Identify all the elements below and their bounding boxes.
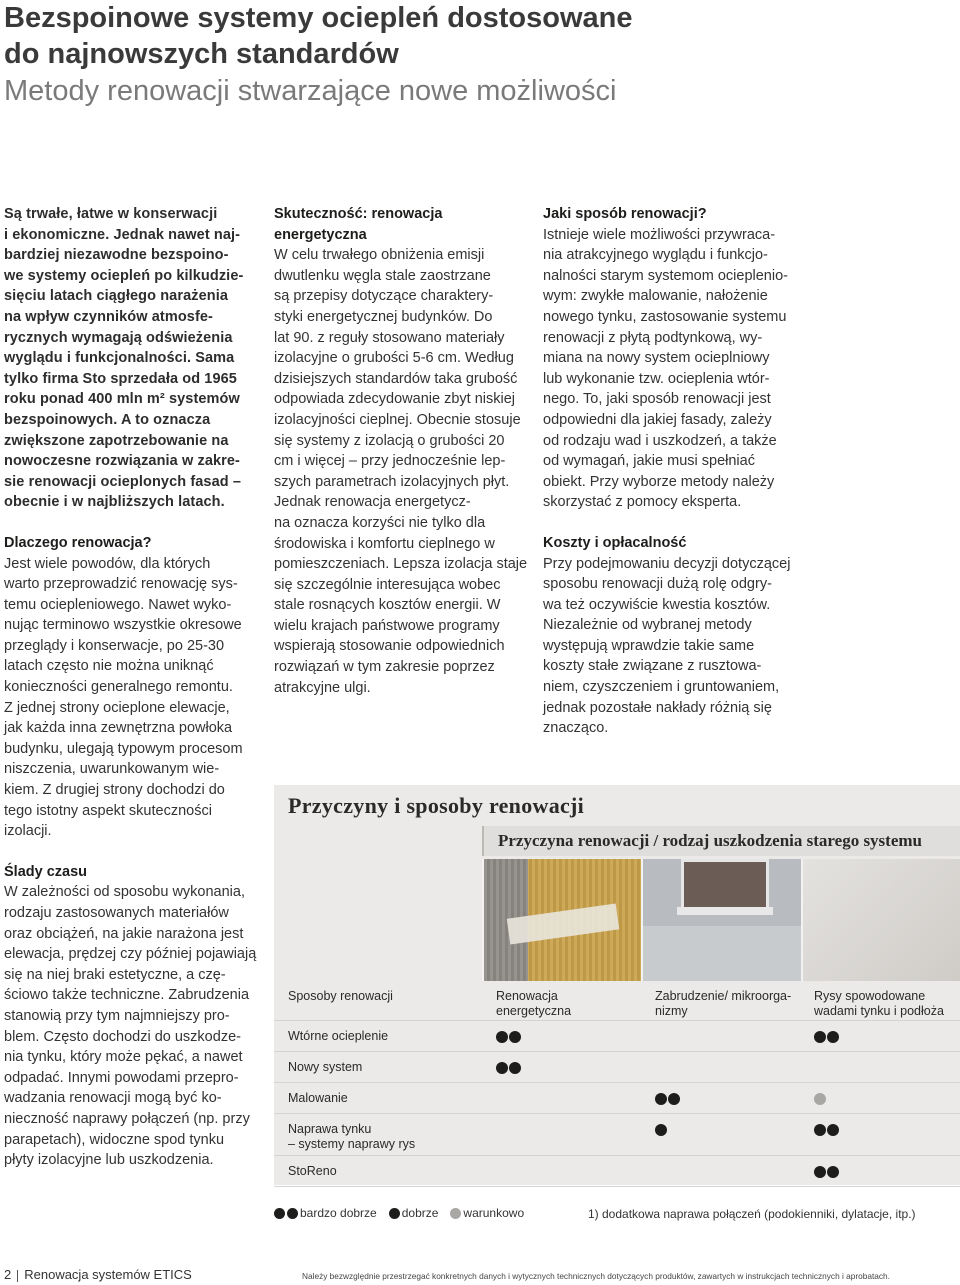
rating-cell bbox=[814, 1029, 960, 1044]
text-line: Jednak renowacja energetycz- bbox=[274, 494, 471, 511]
intro-line: wyglądu i funkcjonalności. Sama bbox=[4, 350, 235, 367]
column-header: Rysy spowodowane wadami tynku i podłoża bbox=[814, 989, 944, 1018]
row-label: StoReno bbox=[288, 1164, 337, 1178]
section-heading-traces: Ślady czasu bbox=[4, 863, 88, 880]
table-header-row bbox=[274, 981, 960, 1021]
text-line: W zależności od sposobu wykonania, bbox=[4, 884, 245, 901]
section-heading-why: Dlaczego renowacja? bbox=[4, 534, 152, 551]
text-line: izolacji. bbox=[4, 823, 52, 840]
text-line: środowiska i komfortu cieplnego w bbox=[274, 535, 495, 552]
legend-label: warunkowo bbox=[463, 1206, 525, 1220]
intro-line: we systemy ociepleń po kilkudzie- bbox=[4, 267, 244, 284]
text-line: odpowiedni dla jakiej fasady, zależy bbox=[543, 411, 772, 428]
text-line: temu ociepleniowego. Nawet wyko- bbox=[4, 596, 232, 613]
text-line: Przy podejmowaniu decyzji dotyczącej bbox=[543, 555, 791, 572]
table-row bbox=[274, 1114, 960, 1156]
cracked-plaster-photo bbox=[801, 859, 960, 981]
legend-very-good bbox=[274, 1206, 377, 1220]
footer-section: Renowacja systemów ETICS bbox=[24, 1267, 192, 1282]
dot-icon bbox=[814, 1093, 826, 1105]
section-why-text bbox=[4, 554, 260, 842]
dot-icon bbox=[509, 1062, 521, 1074]
text-line: miana na nowy system ocieplniowy bbox=[543, 350, 770, 367]
text-line: oraz obciążeń, na jakie narażona jest bbox=[4, 925, 244, 942]
text-line: niem, czyszczeniem i gruntowaniem, bbox=[543, 679, 780, 696]
intro-line: bardziej niezawodne bezspoino- bbox=[4, 247, 229, 264]
text-line: skorzystać z pomocy eksperta. bbox=[543, 494, 742, 511]
text-line: atrakcyjne ulgi. bbox=[274, 679, 371, 696]
subtitle: Metody renowacji stwarzające nowe możliwości bbox=[4, 75, 617, 107]
text-line: Z jednej strony ocieplone elewacje, bbox=[4, 699, 230, 716]
text-line: stale rosnących kosztów energii. W bbox=[274, 597, 501, 614]
text-line: wspierają stosowanie odpowiednich bbox=[274, 638, 505, 655]
legend-good bbox=[389, 1206, 439, 1220]
text-line: warto przeprowadzić renowację sys- bbox=[4, 576, 238, 593]
text-line: sposobu renowacji dużą rolę odgry- bbox=[543, 576, 772, 593]
text-line: się systemy z izolacją o grubości 20 bbox=[274, 432, 505, 449]
window-facade-photo bbox=[641, 859, 800, 981]
column-1 bbox=[4, 204, 260, 1171]
text-line: lub wykonanie tzw. ocieplenia wtór- bbox=[543, 370, 770, 387]
section-heading-energy: Skuteczność: renowacja bbox=[274, 206, 443, 222]
text-line: przeglądy i konserwacje, po 25-30 bbox=[4, 637, 225, 654]
text-line: od wymagań, jakie musi spełniać bbox=[543, 453, 755, 470]
table-row bbox=[274, 1021, 960, 1052]
intro-line: nowoczesne rozwiązania w zakre- bbox=[4, 453, 240, 470]
text-line: renowacji z płytą podtynkową, wy- bbox=[543, 329, 763, 346]
text-line: wa też oczywiście kwestia kosztów. bbox=[543, 596, 771, 613]
text-line: się szczególnie interesująca wobec bbox=[274, 576, 501, 593]
dot-icon bbox=[389, 1208, 400, 1219]
text-line: rozwiązań w tym zakresie poprzez bbox=[274, 659, 495, 676]
section-energy-text bbox=[274, 245, 530, 698]
text-line: występują wprawdzie takie same bbox=[543, 637, 755, 654]
text-line: odpadać. Innymi powodami przepro- bbox=[4, 1069, 239, 1086]
text-line: izolacyjne o grubości 5-6 cm. Według bbox=[274, 350, 514, 367]
column-header: Sposoby renowacji bbox=[288, 989, 393, 1003]
intro-text bbox=[4, 204, 260, 513]
text-line: kiem. Z drugiej strony dochodzi do bbox=[4, 782, 225, 799]
dot-icon bbox=[287, 1208, 298, 1219]
dot-icon bbox=[814, 1031, 826, 1043]
text-line: rodzaju zastosowanych materiałów bbox=[4, 905, 229, 921]
column-header: Zabrudzenie/ mikroorga- nizmy bbox=[655, 989, 792, 1018]
dot-icon bbox=[496, 1031, 508, 1043]
row-label: Naprawa tynku – systemy naprawy rys bbox=[288, 1122, 416, 1151]
text-line: obiekt. Przy wyborze metody należy bbox=[543, 473, 775, 490]
text-line: parapetach), widoczne spod tynku bbox=[4, 1131, 225, 1148]
intro-line: bezspoinowych. A to oznacza bbox=[4, 411, 211, 428]
column-2 bbox=[274, 204, 530, 698]
text-line: pomieszczeniach. Lepsza izolacja staje bbox=[274, 556, 528, 573]
rating-cell bbox=[814, 1091, 960, 1106]
rating-cell bbox=[655, 1122, 805, 1137]
text-line: Istnieje wiele możliwości przywraca- bbox=[543, 226, 776, 243]
text-line: niszczenia, uwarunkowanym wie- bbox=[4, 761, 220, 778]
section-heading-energy-2: energetyczna bbox=[274, 226, 367, 243]
table-row bbox=[274, 1156, 960, 1187]
text-line: latach często nie można uniknąć bbox=[4, 658, 214, 675]
text-line: ściowo także techniczne. Zabrudzenia bbox=[4, 987, 250, 1004]
dot-icon bbox=[655, 1093, 667, 1105]
intro-line: roku ponad 400 mln m² systemów bbox=[4, 391, 240, 408]
dot-icon bbox=[814, 1124, 826, 1136]
intro-line: sięciu latach ciągłego narażenia bbox=[4, 288, 229, 305]
dot-icon bbox=[827, 1031, 839, 1043]
text-line: dzisiejszych standardów taka grubość bbox=[274, 370, 518, 387]
intro-line: zwiększone zapotrzebowanie na bbox=[4, 432, 229, 449]
dot-icon bbox=[274, 1208, 285, 1219]
text-line: nego. To, jaki sposób renowacji jest bbox=[543, 391, 771, 408]
page-footer bbox=[4, 1267, 192, 1282]
row-label: Malowanie bbox=[288, 1091, 348, 1105]
intro-line: obecnie i w najbliższych latach. bbox=[4, 494, 225, 511]
text-line: znacząco. bbox=[543, 720, 609, 737]
photo-strip bbox=[482, 859, 960, 981]
text-line: koszty stałe związane z rusztowa- bbox=[543, 658, 762, 675]
row-label: Nowy system bbox=[288, 1060, 363, 1074]
text-line: na oznacza korzyści nie tylko dla bbox=[274, 514, 486, 531]
text-line: izolacyjności cieplnej. Obecnie stosuje bbox=[274, 411, 521, 428]
renovation-panel bbox=[274, 785, 960, 1185]
title-line-2: do najnowszych standardów bbox=[4, 38, 399, 70]
rating-cell bbox=[814, 1164, 960, 1179]
text-line: stanowią przy tym najmniejszy pro- bbox=[4, 1007, 230, 1024]
rating-cell bbox=[814, 1122, 960, 1137]
text-line: nia tynku, który może pękać, a nawet bbox=[4, 1049, 243, 1066]
footer-note: Należy bezwzględnie przestrzegać konkretnych danych i wytycznych technicznych dotyczących produktów, zawartych w instrukcjach technicznych i aprobatach. bbox=[302, 1271, 890, 1281]
text-line: odpowiada zdecydowanie zbyt niskiej bbox=[274, 391, 516, 408]
section-heading-costs: Koszty i opłacalność bbox=[543, 534, 687, 551]
section-heading-method: Jaki sposób renowacji? bbox=[543, 206, 707, 222]
text-line: Niezależnie od wybranej metody bbox=[543, 617, 752, 634]
legend-label: dobrze bbox=[401, 1206, 439, 1220]
text-line: konieczności generalnego remontu. bbox=[4, 679, 233, 696]
text-line: są przepisy dotyczące charaktery- bbox=[274, 288, 494, 305]
dot-icon bbox=[450, 1208, 461, 1219]
renovation-table bbox=[274, 981, 960, 1187]
row-label: Wtórne ocieplenie bbox=[288, 1029, 389, 1043]
panel-title: Przyczyny i sposoby renowacji bbox=[288, 793, 585, 818]
text-line: się na niej braki estetyczne, a czę- bbox=[4, 966, 226, 983]
column-3 bbox=[543, 204, 799, 739]
text-line: od rodzaju wad i uszkodzeń, a także bbox=[543, 432, 777, 449]
dot-icon bbox=[496, 1062, 508, 1074]
text-line: lat 90. z reguły stosowano materiały bbox=[274, 329, 505, 346]
page-number: 2 bbox=[4, 1267, 12, 1282]
dot-icon bbox=[668, 1093, 680, 1105]
dot-icon bbox=[814, 1166, 826, 1178]
text-line: wielu krajach państwowe programy bbox=[274, 617, 500, 634]
text-line: cm i więcej – przy jednocześnie lep- bbox=[274, 453, 506, 470]
text-line: elewacja, prędzej czy później pojawiają bbox=[4, 946, 257, 963]
text-line: wym: zwykłe malowanie, nałożenie bbox=[543, 288, 768, 305]
section-traces-text bbox=[4, 882, 260, 1170]
intro-line: rycznych wymagają odświeżenia bbox=[4, 329, 233, 346]
panel-subtitle: Przyczyna renowacji / rodzaj uszkodzenia starego systemu bbox=[482, 826, 960, 856]
intro-line: Są trwałe, łatwe w konserwacji bbox=[4, 206, 218, 222]
intro-line: na wpływ czynników atmosfe- bbox=[4, 308, 213, 325]
text-line: wadzania renowacji mogą być ko- bbox=[4, 1090, 222, 1107]
text-line: jednak pozostałe nakłady różnią się bbox=[543, 699, 772, 716]
text-line: nieczność naprawy połączeń (np. przy bbox=[4, 1110, 250, 1127]
text-line: nia atrakcyjnego wyglądu i funkcjo- bbox=[543, 247, 768, 264]
divider bbox=[17, 1270, 18, 1282]
table-row bbox=[274, 1083, 960, 1114]
text-line: płyty izolacyjne lub uszkodzenia. bbox=[4, 1152, 214, 1169]
dot-icon bbox=[827, 1166, 839, 1178]
column-header: Renowacja energetyczna bbox=[496, 989, 572, 1018]
text-line: nowego tynku, zastosowanie systemu bbox=[543, 308, 787, 325]
text-line: tego istotny aspekt skuteczności bbox=[4, 802, 212, 819]
text-line: nując terminowo wszystkie okresowe bbox=[4, 617, 242, 634]
intro-line: tylko firma Sto sprzedała od 1965 bbox=[4, 370, 237, 387]
page-header bbox=[4, 0, 704, 110]
legend-label: bardzo dobrze bbox=[300, 1206, 377, 1220]
section-costs-text bbox=[543, 554, 799, 739]
dot-icon bbox=[509, 1031, 521, 1043]
text-line: nalności starym systemom ocieplenio- bbox=[543, 267, 788, 284]
legend-conditional bbox=[450, 1206, 524, 1220]
insulation-photo bbox=[482, 859, 641, 981]
text-line: szych parametrach izolacyjnych płyt. bbox=[274, 473, 510, 490]
footnote: 1) dodatkowa naprawa połączeń (podokienniki, dylatacje, itp.) bbox=[588, 1207, 916, 1221]
rating-cell bbox=[496, 1029, 646, 1044]
text-line: W celu trwałego obniżenia emisji bbox=[274, 247, 485, 264]
text-line: Jest wiele powodów, dla których bbox=[4, 555, 211, 572]
rating-cell bbox=[655, 1091, 805, 1106]
title-line-1: Bezspoinowe systemy ociepleń dostosowane bbox=[4, 2, 633, 34]
dot-icon bbox=[655, 1124, 667, 1136]
dot-icon bbox=[827, 1124, 839, 1136]
text-line: styki energetycznej budynków. Do bbox=[274, 308, 493, 325]
intro-line: i ekonomiczne. Jednak nawet naj- bbox=[4, 226, 241, 243]
intro-line: sie renowacji ocieplonych fasad – bbox=[4, 473, 241, 490]
text-line: budynku, ulegają typowym procesom bbox=[4, 740, 243, 757]
rating-cell bbox=[496, 1060, 646, 1075]
table-row bbox=[274, 1052, 960, 1083]
text-line: jak każda inna zewnętrzna powłoka bbox=[4, 720, 233, 737]
text-line: dwutlenku węgla stale zaostrzane bbox=[274, 267, 491, 284]
section-method-text bbox=[543, 225, 799, 513]
legend bbox=[274, 1206, 536, 1220]
text-line: blem. Często dochodzi do uszkodze- bbox=[4, 1028, 241, 1045]
